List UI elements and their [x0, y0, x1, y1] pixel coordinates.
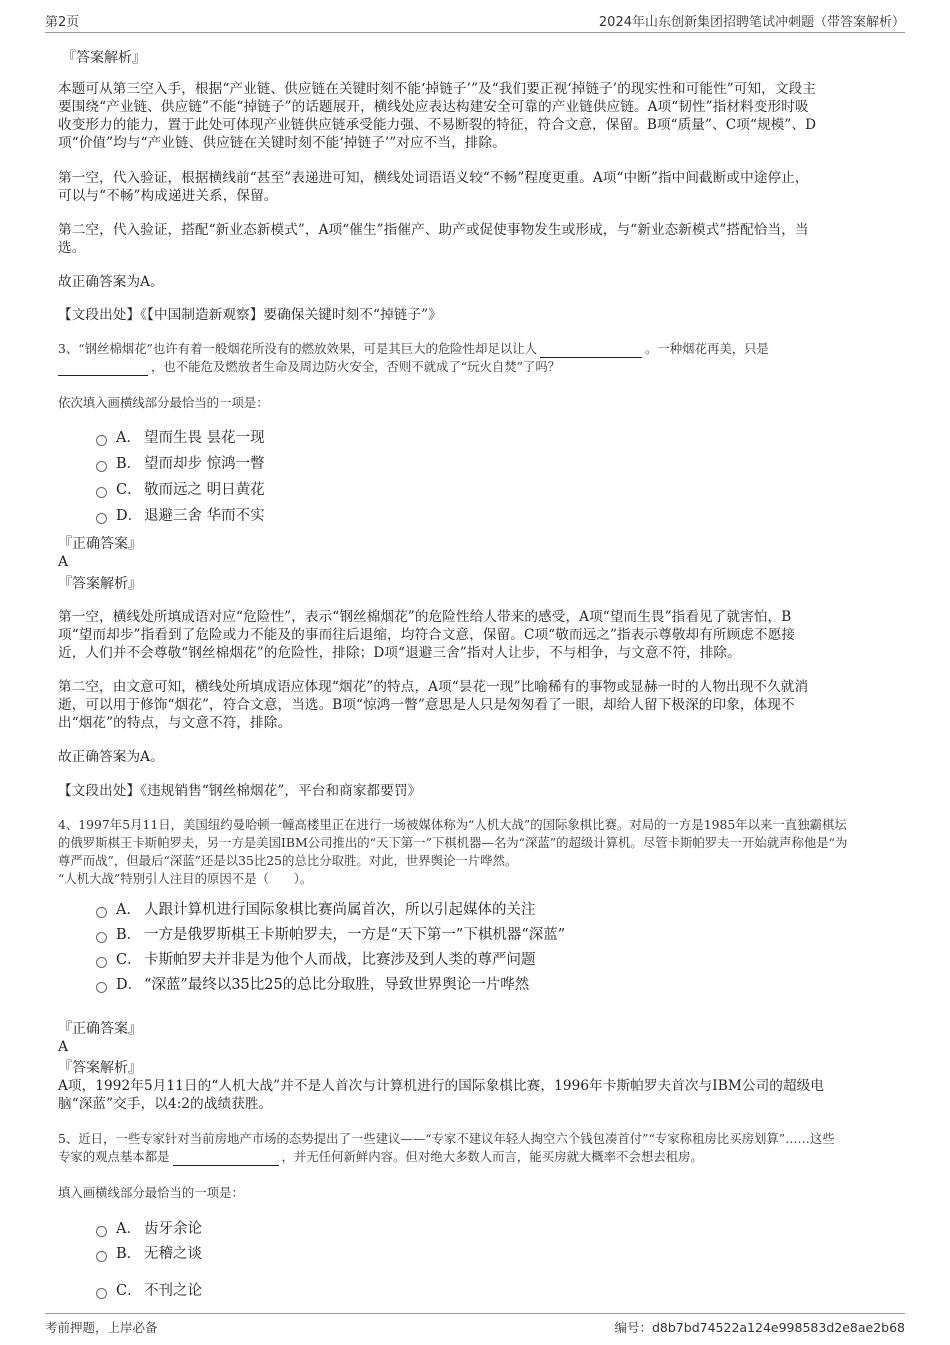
- text-line: 项“望而却步”指看到了危险或力不能及的事而往后退缩，均符合文意，保留。C项“敬而远之”指表示尊敬却有所顾虑不愿接: [58, 627, 796, 643]
- radio-button[interactable]: [96, 1226, 107, 1237]
- option-b[interactable]: [96, 925, 565, 945]
- radio-button[interactable]: [96, 1251, 107, 1262]
- option-letter: C．: [116, 482, 142, 498]
- analysis-paragraph: [58, 221, 898, 257]
- radio-button[interactable]: [96, 461, 107, 472]
- radio-button[interactable]: [96, 957, 107, 968]
- radio-button[interactable]: [96, 487, 107, 498]
- question-3-stem: [58, 340, 908, 376]
- option-text: 不刊之论: [144, 1283, 202, 1299]
- option-letter: B．: [116, 456, 142, 472]
- text-line: 项“价值”均与“产业链、供应链在关键时刻不能‘掉链子’”对应不当，排除。: [58, 135, 506, 151]
- text-line: 本题可从第三空入手，根据“产业链、供应链在关键时刻不能‘掉链子’”及“我们要正视‘掉链子’的现实性和可能性”可知，文段主: [58, 81, 816, 97]
- text-line: 第一空，横线处所填成语对应“危险性”，表示“钢丝棉烟花”的危险性给人带来的感受，A项“望而生畏”指看见了就害怕，B: [58, 609, 792, 625]
- radio-button[interactable]: [96, 982, 107, 993]
- option-text: 退避三舍 华而不实: [144, 508, 265, 524]
- answer-blank: [540, 343, 642, 358]
- question-4-stem: [58, 816, 918, 888]
- stem-text: 。一种烟花再美，只是: [645, 341, 769, 356]
- correct-answer-value: A: [58, 1039, 69, 1055]
- source-citation: 【文段出处】《【中国制造新观察】要确保关键时刻不“掉链子”》: [58, 307, 442, 323]
- conclusion-text: 故正确答案为A。: [58, 749, 164, 765]
- option-d[interactable]: [96, 506, 265, 526]
- text-line: 第一空，代入验证，根据横线前“甚至”表递进可知，横线处词语语义较“不畅”程度更重。A项“中断”指中间截断或中途停止，: [58, 170, 809, 186]
- stem-text: “人机大战”特别引人注目的原因不是（ ）。: [58, 871, 313, 886]
- footer-slogan: 考前押题，上岸必备: [45, 1320, 158, 1335]
- option-text: “深蓝”最终以35比25的总比分取胜，导致世界舆论一片哗然: [144, 977, 530, 993]
- code-label: 编号：: [614, 1320, 652, 1335]
- document-title: 2024年山东创新集团招聘笔试冲刺题（带答案解析）: [598, 15, 905, 30]
- document-code: [614, 1318, 905, 1336]
- option-letter: C．: [116, 952, 142, 968]
- radio-button[interactable]: [96, 435, 107, 446]
- option-text: 无稽之谈: [144, 1246, 202, 1262]
- stem-text: ，也不能危及燃放者生命及周边防火安全，否则不就成了“玩火自焚”了吗？: [151, 359, 561, 374]
- analysis-paragraph: [58, 80, 898, 152]
- analysis-label: 『答案解析』: [62, 50, 146, 66]
- text-line: 脑“深蓝”交手，以4:2的战绩获胜。: [58, 1096, 273, 1112]
- stem-text: 4、1997年5月11日，美国纽约曼哈顿一幢高楼里正在进行一场被媒体称为“人机大战”的国际象棋比赛。对局的一方是1985年以来一直独霸棋坛: [58, 817, 847, 832]
- correct-answer-label: 『正确答案』: [58, 536, 142, 552]
- option-letter: B．: [116, 927, 142, 943]
- text-line: 收变形力的能力，置于此处可体现产业链供应链承受能力强、不易断裂的特征，符合文意，保留。B项“质量”、C项“规模”、D: [58, 117, 817, 133]
- option-text: 望而生畏 昙花一现: [144, 430, 265, 446]
- option-c[interactable]: [96, 950, 536, 970]
- code-value: d8b7bd74522a124e998583d2e8ae2b68: [651, 1320, 905, 1335]
- stem-text: 的俄罗斯棋王卡斯帕罗夫，另一方是美国IBM公司推出的“天下第一”下棋机器—名为“深蓝”的超级计算机。尽管卡斯帕罗夫一开始就声称他是“为: [58, 835, 848, 850]
- option-d[interactable]: [96, 975, 529, 995]
- option-text: 卡斯帕罗夫并非是为他个人而战，比赛涉及到人类的尊严问题: [144, 952, 536, 968]
- text-line: A项，1992年5月11日的“人机大战”并不是人首次与计算机进行的国际象棋比赛，1996年卡斯帕罗夫首次与IBM公司的超级电: [58, 1078, 825, 1094]
- option-text: 人跟计算机进行国际象棋比赛尚属首次，所以引起媒体的关注: [144, 902, 536, 918]
- correct-answer-value: A: [58, 554, 69, 570]
- question-5-stem: [58, 1130, 918, 1166]
- stem-text: 3、“钢丝棉烟花”也许有着一般烟花所没有的燃放效果，可是其巨大的危险性却足以让人: [58, 341, 538, 356]
- option-letter: D．: [116, 977, 143, 993]
- text-line: 可以与“不畅”构成递进关系，保留。: [58, 188, 278, 204]
- option-b[interactable]: [96, 454, 265, 474]
- text-line: 第二空，代入验证，搭配“新业态新模式”，A项“催生”指催产、助产或促使事物发生或形成，与“新业态新模式”搭配恰当，当: [58, 222, 809, 238]
- option-text: 一方是俄罗斯棋王卡斯帕罗夫，一方是“天下第一”下棋机器“深蓝”: [144, 927, 566, 943]
- option-text: 敬而远之 明日黄花: [144, 482, 265, 498]
- option-a[interactable]: [96, 428, 265, 448]
- radio-button[interactable]: [96, 513, 107, 524]
- text-line: 要围绕“产业链、供应链”不能“掉链子”的话题展开，横线处应表达构建安全可靠的产业链供应链。A项“韧性”指材料变形时吸: [58, 99, 809, 115]
- option-letter: A．: [116, 430, 141, 446]
- answer-blank: [58, 361, 148, 376]
- option-letter: A．: [116, 1221, 141, 1237]
- text-line: 出“烟花”的特点，与文意不符，排除。: [58, 715, 292, 731]
- option-c[interactable]: [96, 480, 265, 500]
- option-b[interactable]: [96, 1244, 202, 1264]
- page-number: 第2页: [45, 15, 80, 30]
- radio-button[interactable]: [96, 907, 107, 918]
- analysis-paragraph: [58, 608, 898, 662]
- stem-text: 5、近日，一些专家针对当前房地产市场的态势提出了一些建议——“专家不建议年轻人掏空六个钱包凑首付”“专家称租房比买房划算”……这些: [58, 1131, 835, 1146]
- answer-blank: [173, 1151, 279, 1166]
- option-a[interactable]: [96, 900, 536, 920]
- text-line: 逝，可以用于修饰“烟花”，符合文意，当选。B项“惊鸿一瞥”意思是人只是匆匆看了一眼，却给人留下极深的印象，体现不: [58, 697, 795, 713]
- text-line: 选。: [58, 240, 86, 256]
- analysis-paragraph: [58, 1077, 898, 1113]
- option-a[interactable]: [96, 1219, 202, 1239]
- stem-text: 专家的观点基本都是: [58, 1149, 170, 1164]
- page-footer: [45, 1313, 905, 1340]
- question-3-instruction: 依次填入画横线部分最恰当的一项是：: [58, 395, 269, 410]
- source-citation: 【文段出处】《违规销售“钢丝棉烟花”，平台和商家都要罚》: [58, 783, 422, 799]
- radio-button[interactable]: [96, 932, 107, 943]
- analysis-paragraph: [58, 678, 898, 732]
- option-letter: B．: [116, 1246, 142, 1262]
- question-5-instruction: 填入画横线部分最恰当的一项是：: [58, 1185, 244, 1200]
- analysis-label: 『答案解析』: [58, 1060, 142, 1076]
- option-c[interactable]: [96, 1282, 202, 1300]
- conclusion-text: 故正确答案为A。: [58, 274, 164, 290]
- stem-text: ，并无任何新鲜内容。但对绝大多数人而言，能买房就大概率不会想去租房。: [281, 1149, 703, 1164]
- stem-text: 尊严而战”，但最后“深蓝”还是以35比25的总比分取胜。对此，世界舆论一片哗然。: [58, 853, 518, 868]
- option-letter: A．: [116, 902, 141, 918]
- radio-button[interactable]: [96, 1288, 107, 1299]
- text-line: 第二空，由文意可知，横线处所填成语应体现“烟花”的特点，A项“昙花一现”比喻稀有的事物或显赫一时的人物出现不久就消: [58, 679, 809, 695]
- correct-answer-label: 『正确答案』: [58, 1021, 142, 1037]
- analysis-label: 『答案解析』: [58, 576, 142, 592]
- option-text: 望而却步 惊鸿一瞥: [144, 456, 265, 472]
- text-line: 近，人们并不会尊敬“钢丝棉烟花”的危险性，排除；D项“退避三舍”指对人让步，不与相争，与文意不符，排除。: [58, 645, 741, 661]
- option-letter: D．: [116, 508, 143, 524]
- analysis-paragraph: [58, 169, 898, 205]
- page-header: [45, 8, 905, 33]
- option-letter: C．: [116, 1283, 142, 1299]
- option-text: 齿牙余论: [144, 1221, 202, 1237]
